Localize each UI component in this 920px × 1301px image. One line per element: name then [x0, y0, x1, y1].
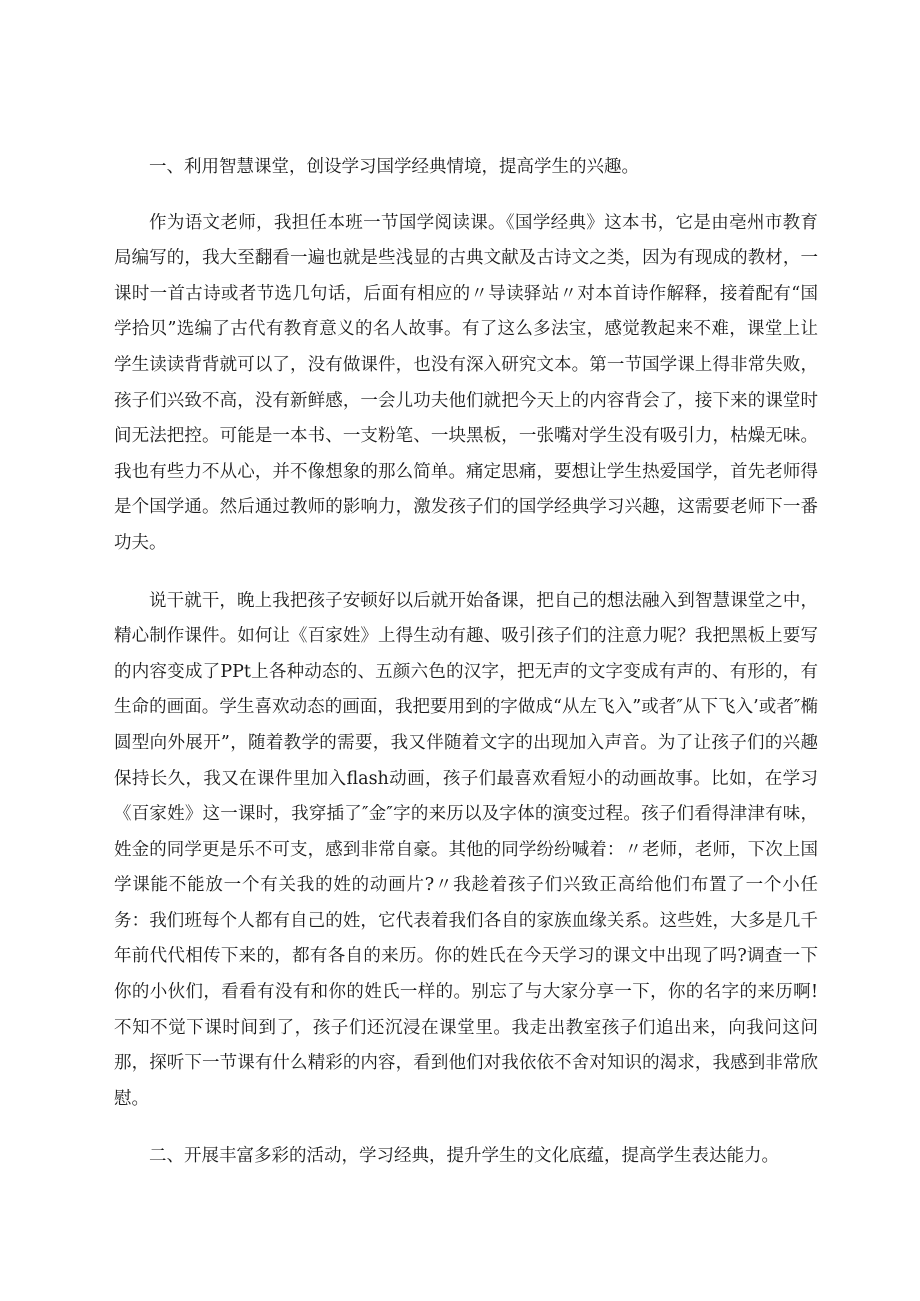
paragraph-1: 作为语文老师，我担任本班一节国学阅读课。《国学经典》这本书，它是由亳州市教育局编写的，我大至翻看一遍也就是些浅显的古典文献及古诗文之类，因为有现成的教材，一课时一首古诗或者节选几句话，后面有相应的〃导读驿站〃对本首诗作解释，接着配有“国学拾贝”选编了古代有教育意义的名人故事。有了这么多法宝，感觉教起来不难，课堂上让学生读读背背就可以了，没有做课件，也没有深入研究文本。第一节国学课上得非常失败，孩子们兴致不高，没有新鲜感，一会儿功夫他们就把今天上的内容背会了，接下来的课堂时间无法把控。可能是一本书、一支粉笔、一块黑板，一张嘴对学生没有吸引力，枯燥无味。我也有些力不从心，并不像想象的那么简单。痛定思痛，要想让学生热爱国学，首先老师得是个国学通。然后通过教师的影响力，激发孩子们的国学经典学习兴趣，这需要老师下一番功夫。	[114, 212, 818, 553]
document-body	[114, 150, 818, 1175]
paragraph-2: 说干就干，晚上我把孩子安顿好以后就开始备课，把自己的想法融入到智慧课堂之中，精心制作课件。如何让《百家姓》上得生动有趣、吸引孩子们的注意力呢？我把黑板上要写的内容变成了PPt上各种动态的、五颜六色的汉字，把无声的文字变成有声的、有形的，有生命的画面。学生喜欢动态的画面，我把要用到的字做成“从左飞入”或者″从下飞入’或者″椭圆型向外展开”，随着教学的需要，我又伴随着文字的出现加入声音。为了让孩子们的兴趣保持长久，我又在课件里加入flash动画，孩子们最喜欢看短小的动画故事。比如，在学习《百家姓》这一课时，我穿插了″金″字的来历以及字体的演变过程。孩子们看得津津有味，姓金的同学更是乐不可支，感到非常自豪。其他的同学纷纷喊着：〃老师，老师，下次上国学课能不能放一个有关我的姓的动画片?〃我趁着孩子们兴致正高给他们布置了一个小任务：我们班每个人都有自己的姓，它代表着我们各自的家族血缘关系。这些姓，大多是几千年前代代相传下来的，都有各自的来历。你的姓氏在今天学习的课文中出现了吗?调查一下你的小伙们，看看有没有和你的姓氏一样的。别忘了与大家分享一下，你的名字的来历啊!不知不觉下课时间到了，孩子们还沉浸在课堂里。我走出教室孩子们追出来，向我问这问那，探听下一节课有什么精彩的内容，看到他们对我依依不舍对知识的渴求，我感到非常欣慰。	[114, 590, 818, 1109]
section-heading-2: 二、开展丰富多彩的活动，学习经典，提升学生的文化底蕴，提高学生表达能力。	[149, 1146, 779, 1167]
section-heading-1: 一、利用智慧课堂，创设学习国学经典情境，提高学生的兴趣。	[149, 157, 639, 177]
